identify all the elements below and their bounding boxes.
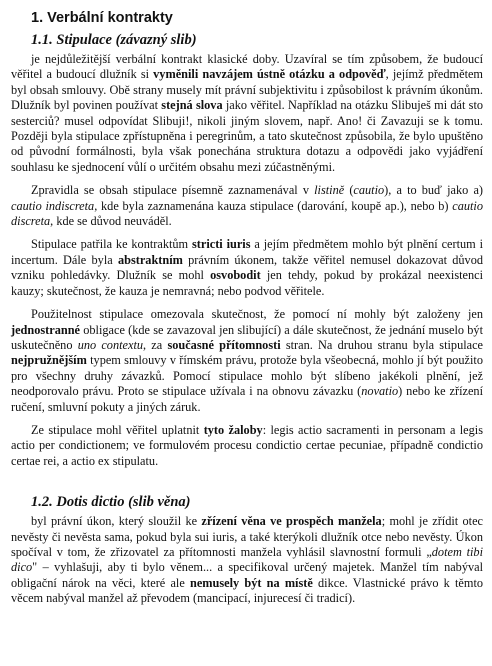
italic-text: novatio <box>361 384 399 399</box>
italic-text: listině <box>314 183 345 198</box>
section-spacer <box>11 477 483 493</box>
paragraph <box>11 307 483 415</box>
text-run: a jejím předmětem mohlo být plnění certum i incertum. Dále byla <box>11 237 484 267</box>
text-run: jen tehdy, pokud by prokázal neexistenci kauzy; skutečnost, že kauza je nemravná; nebo podvod věřitele. <box>11 268 484 298</box>
bold-text: jednostranné <box>11 322 81 337</box>
text-run: právním úkonem, takže věřitel nemusel dokazovat důvod vzniku pohledávky. Dlužník se mohl <box>11 252 484 283</box>
subsection-body-stipulace <box>11 52 483 469</box>
text-run: , jejímž předmětem byl obsah smlouvy. Obě strany musely mít právní subjektivitu i způsobilost k právním úkonům. Dlužník byl povinen používat <box>11 67 484 113</box>
text-run: Použitelnost stipulace omezovala skutečnost, že pomocí ní mohly být založeny jen <box>31 307 483 322</box>
text-run: dikce. Vlastnické právo k těmto věcem nabýval manžel až převodem (mancipací, injurecesí či tradicí). <box>11 575 484 606</box>
text-run: ; mohl je zřídit otec nevěsty či nevěsta sama, pokud byla sui iuris, a také kterýkoli dlužník otce nebo nevěsty. Úkon spočíval v tom, že zřizovatel za přítomnosti manžela vyhlásil slavnostní formuli „ <box>11 514 483 559</box>
paragraph <box>11 237 483 299</box>
subsection-body-dotis-dictio <box>11 514 483 606</box>
italic-text: cautio indiscreta <box>11 198 95 213</box>
text-run: jako věřitel. Například na otázku Slibuješ mi dát sto sesterciů? musel odpovídat Slibuji!, nikoli jiným slovem, např. Ano! či Zavazuji se k tomu. Později byla stipulace zpřístupněna i peregrinům, a tato skutečnost způsobila, že bylo upuštěno od původní formálnosti, byla však ponechána struktura dotazu a odpovědi jako vyjádření souhlasu ke sjednocení vůlí o určitém obsahu mezi zúčastněnými. <box>11 98 484 174</box>
italic-text: cautio <box>353 183 385 198</box>
bold-text: osvobodit <box>210 268 261 283</box>
bold-text: vyměnili navzájem ústně otázku a odpověď <box>153 67 386 82</box>
text-run: ) nebo ke zřízení ručení, smluvní pokuty a jiných záruk. <box>11 384 483 414</box>
section-title: 1. Verbální kontrakty <box>31 10 173 26</box>
paragraph <box>11 183 483 229</box>
text-run: stran. Na druhou stranu byla stipulace <box>280 337 484 352</box>
text-run: typem smlouvy v římském právu, protože byla všeobecná, mohlo jí být použito pro všechny druhy závazků. Pomocí stipulace mohlo být slíbeno jakékoli plnění, jež neodporovalo právu. Proto se stipulace užívala i na obnovu závazku ( <box>11 353 483 399</box>
text-run: ( <box>344 183 354 198</box>
text-run: Zpravidla se obsah stipulace písemně zaznamenával v <box>31 183 315 198</box>
text-run: byl právní úkon, který sloužil ke <box>31 514 202 529</box>
text-run: Stipulace patřila ke kontraktům <box>31 237 192 252</box>
bold-text: stejná slova <box>161 98 223 113</box>
paragraph <box>11 423 483 469</box>
bold-text: současné přítomnosti <box>167 337 281 352</box>
bold-text: stricti iuris <box>191 237 251 252</box>
bold-text: nejpružnějším <box>11 353 87 368</box>
text-run: Ze stipulace mohl věřitel uplatnit <box>31 422 204 437</box>
subsection-title-dotis-dictio: 1.2. Dotis dictio (slib věna) <box>31 494 191 511</box>
paragraph <box>11 514 483 606</box>
bold-text: zřízení věna ve prospěch manžela <box>201 514 382 529</box>
italic-text: dotem tibi dico <box>11 544 483 575</box>
text-run: je nejdůležitější verbální kontrakt klasické doby. Uzavíral se tím způsobem, že budoucí věřitel a budoucí dlužník si <box>11 52 483 82</box>
bold-text: abstraktním <box>117 252 183 267</box>
italic-text: cautio discreta <box>11 198 483 229</box>
italic-text: uno contextu <box>77 337 144 352</box>
bold-text: nemusely být na místě <box>189 575 313 590</box>
text-run: " – vyhlašuji, aby ti bylo věnem... a specifikoval určený majetek. Manžel tím nabýval obligační nárok na věci, které ale <box>11 560 483 590</box>
text-run: ), a to buď jako a) <box>384 183 483 198</box>
text-run: : legis actio sacramenti in personam a legis actio per condictionem; ve formulovém procesu condictio certae pecuniae, případně condictio certae rei, a actio ex stipulatu. <box>11 422 483 468</box>
text-run: , kde se důvod neuváděl. <box>50 214 172 229</box>
text-run: obligace (kde se zavazoval jen slibující) a dále skutečnost, že jednání muselo být uskutečněno <box>11 322 483 352</box>
paragraph <box>11 52 483 175</box>
text-run: , za <box>143 337 168 352</box>
subsection-title-stipulace: 1.1. Stipulace (závazný slib) <box>31 32 197 48</box>
text-run: , kde byla zaznamenána kauza stipulace (darování, koupě ap.), nebo b) <box>94 198 453 213</box>
bold-text: tyto žaloby <box>203 422 263 437</box>
